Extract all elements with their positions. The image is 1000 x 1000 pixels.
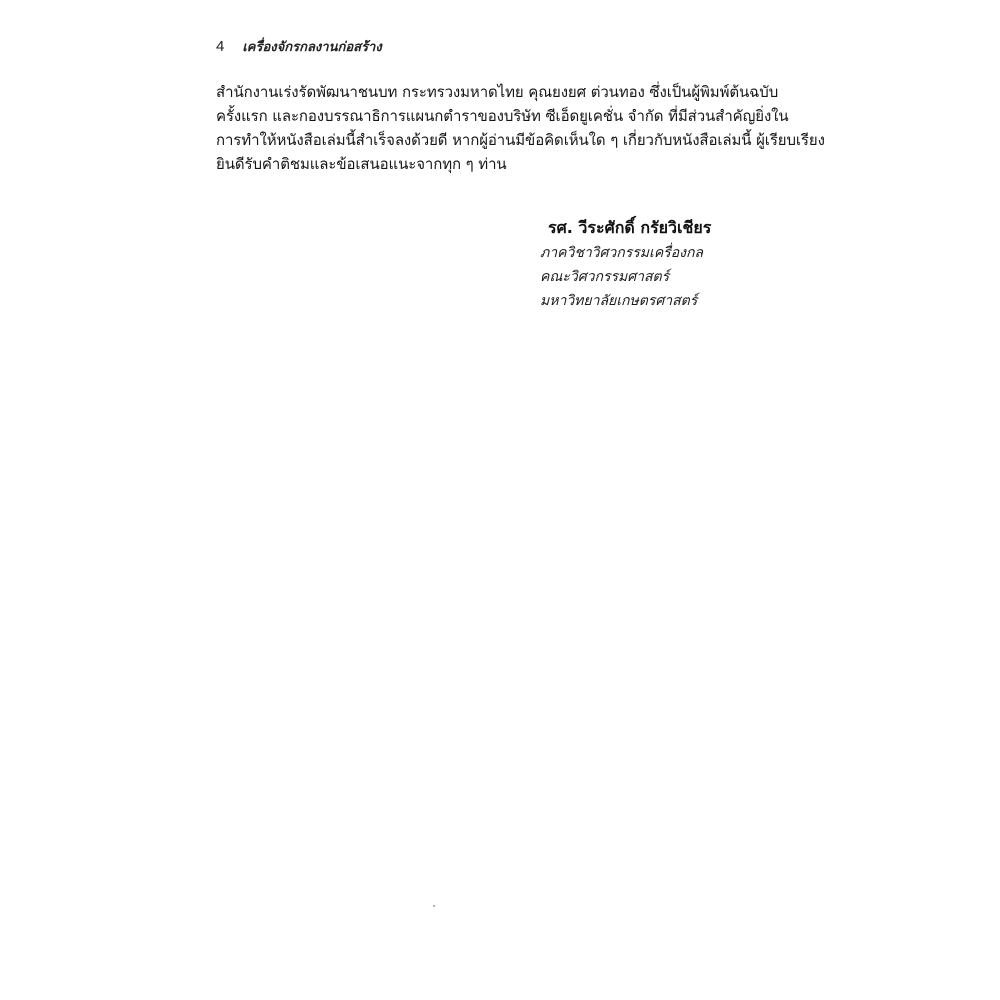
body-line: ครั้งแรก และกองบรรณาธิการแผนกตำราของบริษัท ซีเอ็ดยูเคชั่น จำกัด ที่มีส่วนสำคัญยิ่งใน bbox=[216, 107, 789, 125]
body-line: สำนักงานเร่งรัดพัฒนาชนบท กระทรวงมหาดไทย คุณยงยศ ต่วนทอง ซึ่งเป็นผู้พิมพ์ต้นฉบับ bbox=[216, 83, 779, 101]
author-university: มหาวิทยาลัยเกษตรศาสตร์ bbox=[540, 293, 698, 309]
body-line: การทำให้หนังสือเล่มนี้สำเร็จลงด้วยดี หากผู้อ่านมีข้อคิดเห็นใด ๆ เกี่ยวกับหนังสือเล่มนี้ ผู้เรียบเรียง bbox=[216, 131, 825, 149]
author-department: ภาควิชาวิศวกรรมเครื่องกล bbox=[540, 245, 704, 261]
running-title: เครื่องจักรกลงานก่อสร้าง bbox=[242, 40, 382, 55]
body-line: ยินดีรับคำติชมและข้อเสนอแนะจากทุก ๆ ท่าน bbox=[216, 155, 507, 173]
body-paragraph bbox=[216, 80, 825, 176]
running-header bbox=[216, 36, 382, 57]
page-number: 4 bbox=[216, 38, 225, 55]
author-name: รศ. วีระศักดิ์ กรัยวิเชียร bbox=[548, 218, 712, 237]
signature-block bbox=[540, 215, 800, 313]
scan-speck bbox=[433, 905, 435, 907]
author-faculty: คณะวิศวกรรมศาสตร์ bbox=[540, 269, 670, 285]
